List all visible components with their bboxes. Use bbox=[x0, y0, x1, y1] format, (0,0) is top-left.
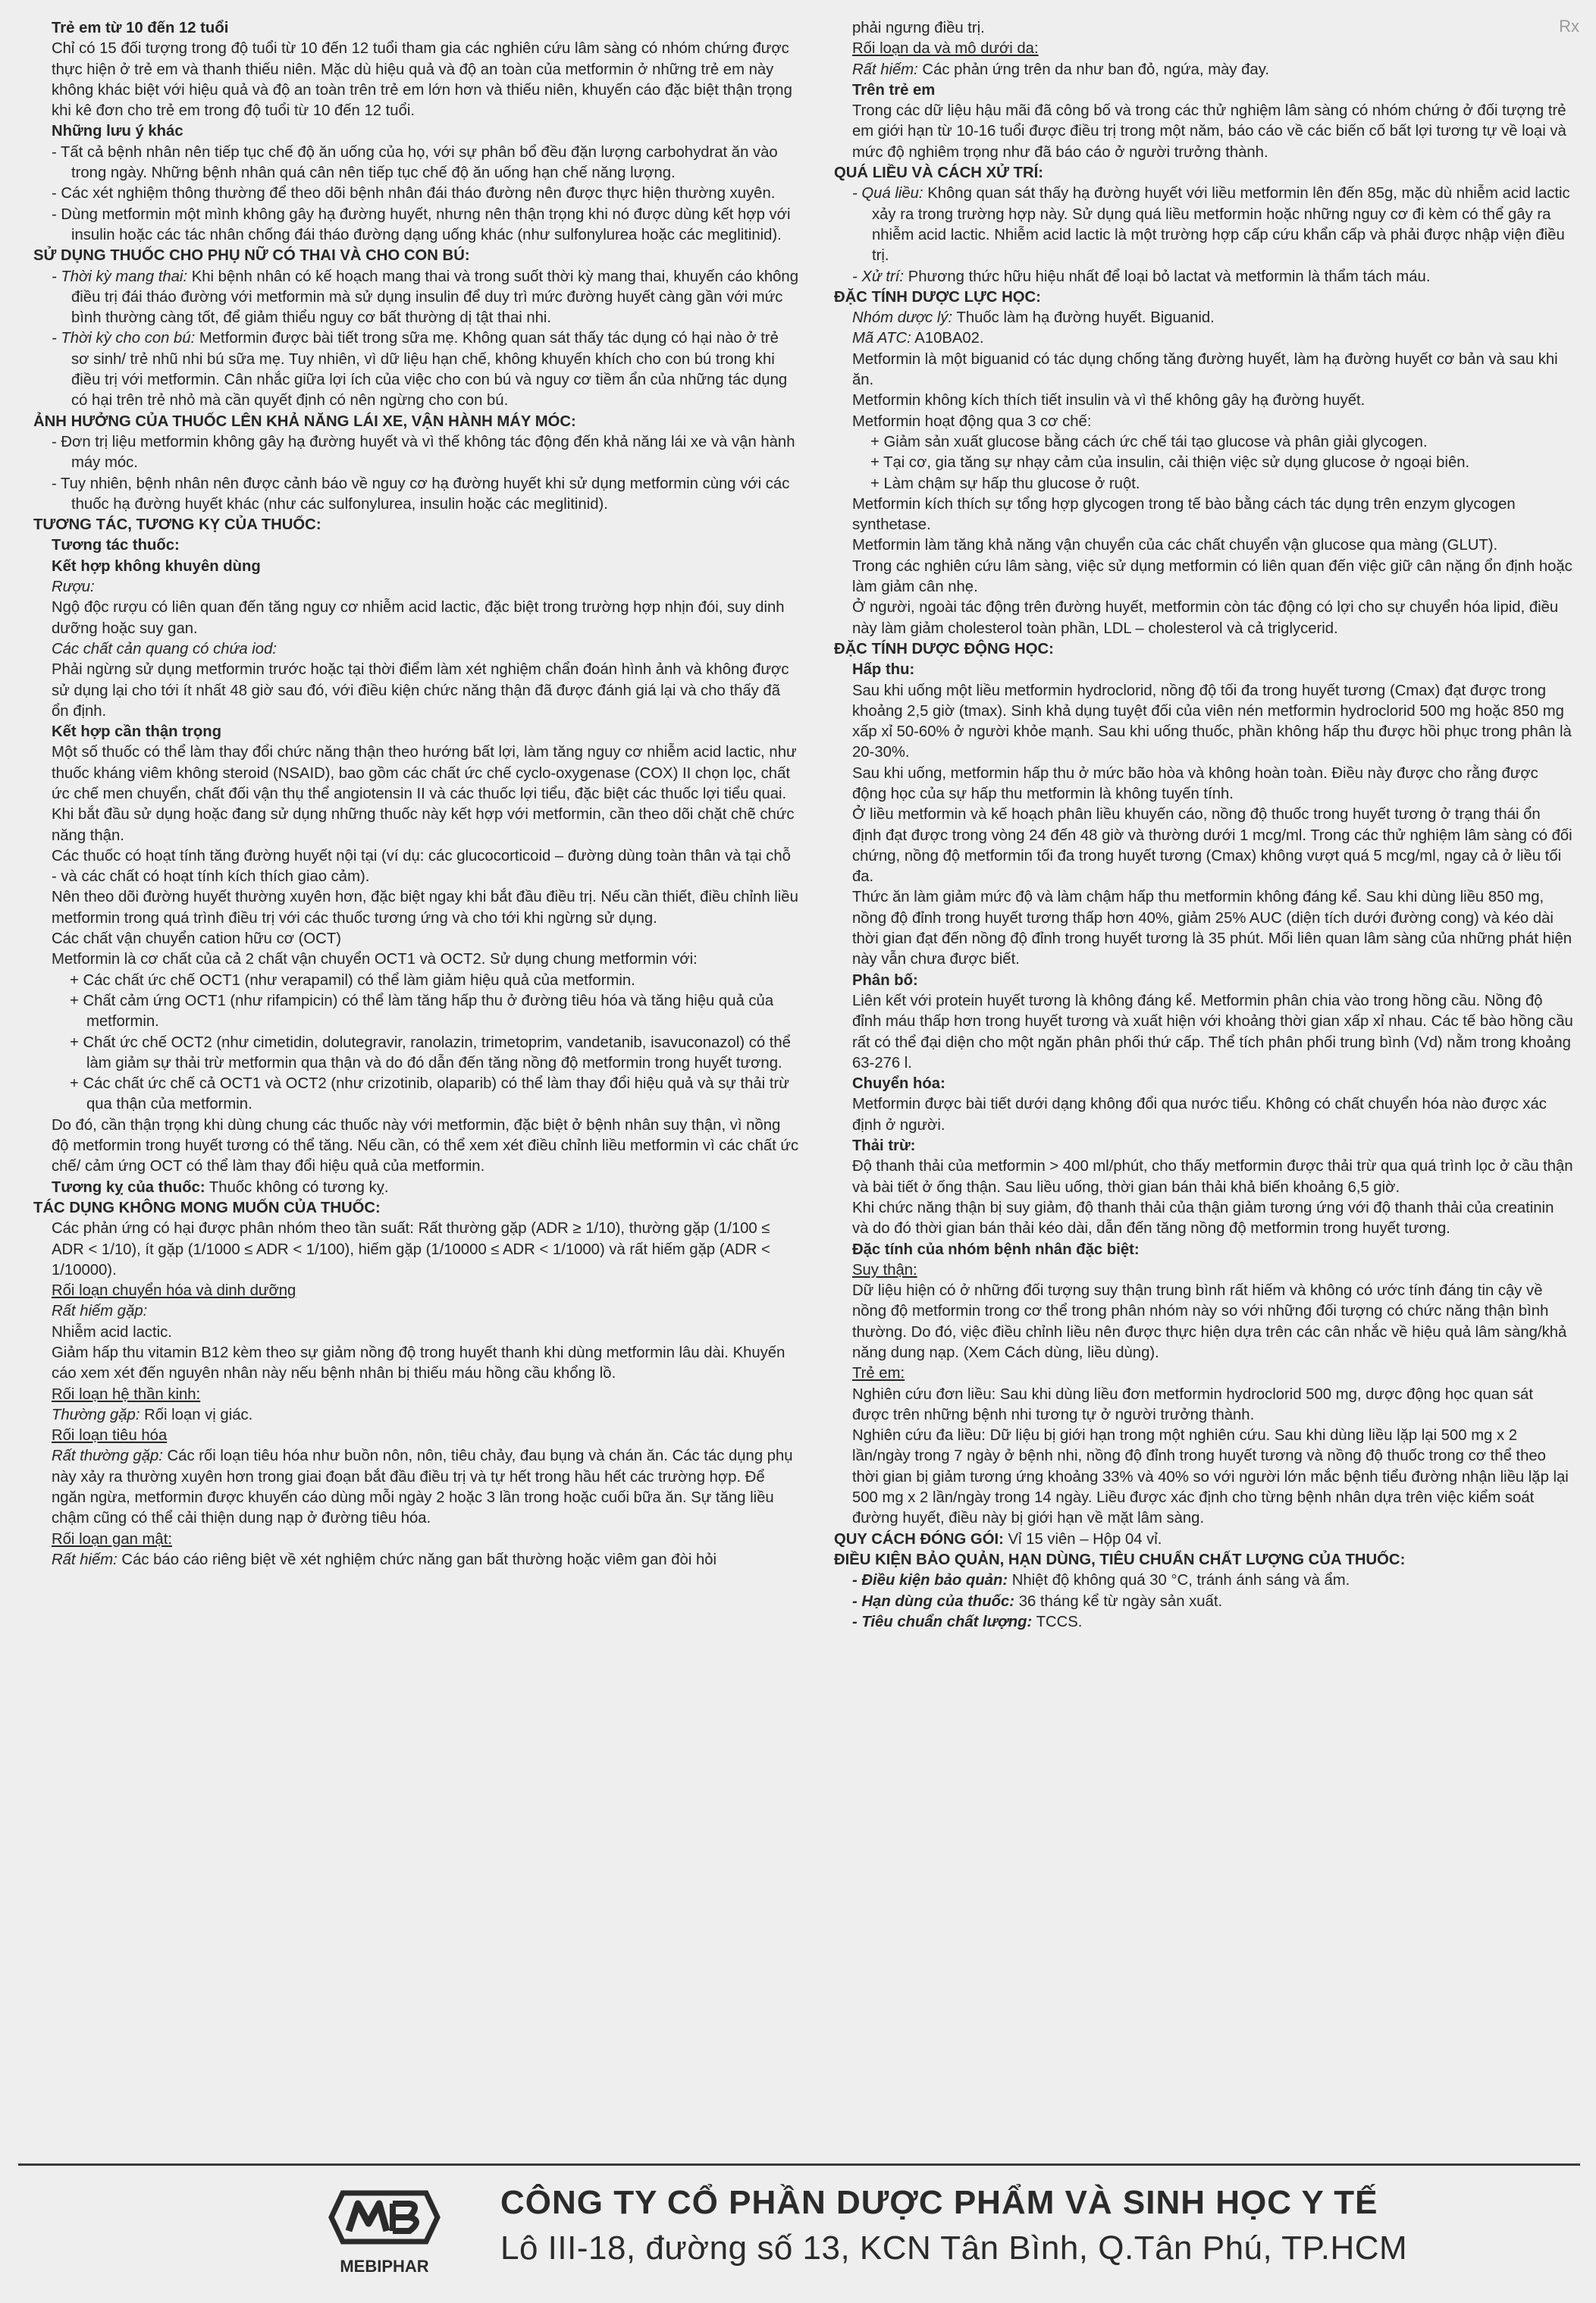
paragraph-text: Metformin là cơ chất của cả 2 chất vận chuyển OCT1 và OCT2. Sử dụng chung metformin với: bbox=[52, 951, 698, 968]
paragraph bbox=[834, 764, 1573, 805]
paragraph-text: Nhiệt độ không quá 30 °C, tránh ánh sáng và ẩm. bbox=[1008, 1572, 1350, 1589]
paragraph bbox=[33, 184, 799, 204]
paragraph-text: Đặc tính của nhóm bệnh nhân đặc biệt: bbox=[852, 1241, 1140, 1258]
paragraph bbox=[33, 991, 799, 1033]
paragraph bbox=[834, 432, 1573, 453]
paragraph bbox=[33, 1385, 799, 1405]
paragraph-text: Chỉ có 15 đối tượng trong độ tuổi từ 10 đến 12 tuổi tham gia các nghiên cứu lâm sàng có nhóm chứng được thực hiện ở trẻ em và thanh thiếu niên. Mặc dù hiệu quả và độ an toàn của metformin ở những trẻ em này không khác biệt với hiệu quả và độ an toàn trên trẻ em lớn hơn và thiếu niên, khuyến cáo đặc biệt thận trọng khi kê đơn cho trẻ em trong độ tuổi từ 10 đến 12 tuổi. bbox=[52, 40, 792, 120]
paragraph-lead: Rất thường gặp: bbox=[52, 1448, 163, 1465]
paragraph-text: - Các xét nghiệm thông thường để theo dõi bệnh nhân đái tháo đường nên được thực hiện thường xuyên. bbox=[52, 185, 776, 202]
paragraph-text: Trong các nghiên cứu lâm sàng, việc sử dụng metformin có liên quan đến việc giữ cân nặng ổn định hoặc làm giảm cân nhẹ. bbox=[852, 557, 1572, 596]
paragraph bbox=[33, 742, 799, 846]
paragraph-text: Khi chức năng thận bị suy giảm, độ thanh thải của thận giảm tương ứng với độ thanh thải của creatinin và do đó thời gian bán thải kéo dài, dẫn đến tăng nồng độ metformin trong huyết tương. bbox=[852, 1199, 1554, 1238]
paragraph bbox=[33, 143, 799, 184]
section-heading bbox=[33, 515, 799, 535]
paragraph-text: Thuốc làm hạ đường huyết. Biguanid. bbox=[952, 309, 1215, 327]
paragraph bbox=[834, 391, 1573, 411]
company-name: CÔNG TY CỔ PHẦN DƯỢC PHẨM VÀ SINH HỌC Y TẾ bbox=[500, 2184, 1378, 2221]
paragraph bbox=[834, 1260, 1573, 1281]
paragraph-text: Rối loạn chuyển hóa và dinh dưỡng bbox=[52, 1282, 296, 1300]
section-heading bbox=[834, 639, 1573, 660]
subheading bbox=[33, 18, 799, 39]
paragraph bbox=[33, 1219, 799, 1281]
mebiphar-logo bbox=[328, 2187, 441, 2278]
paragraph bbox=[834, 1156, 1573, 1198]
paragraph-lead: - Thời kỳ mang thai: bbox=[52, 268, 188, 285]
paragraph-lead: Mã ATC: bbox=[852, 330, 911, 347]
paragraph-text: - Tuy nhiên, bệnh nhân nên được cảnh báo về nguy cơ hạ đường huyết khi sử dụng metformin cùng với các thuốc hạ đường huyết khác (như các sulfonylurea, insulin hoặc các meglitinid). bbox=[52, 475, 790, 513]
paragraph-text: Các rối loạn tiêu hóa như buồn nôn, nôn, tiêu chảy, đau bụng và chán ăn. Các tác dụng phụ này xảy ra thường xuyên hơn trong giai đoạn bắt đầu điều trị và tự hết trong hầu hết các trường hợp. Để ngăn ngừa, metformin được khuyến cáo dùng mỗi ngày 2 hoặc 3 lần trong hoặc cuối bữa ăn. Sự tăng liều chậm cũng có thể cải thiện dung nạp ở đường tiêu hóa. bbox=[52, 1448, 793, 1527]
subheading bbox=[834, 1074, 1573, 1094]
paragraph-text: Nên theo dõi đường huyết thường xuyên hơn, đặc biệt ngay khi bắt đầu điều trị. Nếu cần thiết, điều chỉnh liều metformin trong quá trình điều trị với các thuốc tương ứng và cho tới khi ngừng sử dụng. bbox=[52, 889, 798, 927]
paragraph bbox=[834, 805, 1573, 887]
subheading bbox=[834, 1240, 1573, 1260]
paragraph-text: Rối loạn gan mật: bbox=[52, 1530, 172, 1548]
paragraph-text: Rối loạn tiêu hóa bbox=[52, 1427, 168, 1445]
paragraph bbox=[33, 1426, 799, 1446]
paragraph-text: + Các chất ức chế OCT1 (như verapamil) có thể làm giảm hiệu quả của metformin. bbox=[70, 971, 635, 989]
paragraph-text: - Đơn trị liệu metformin không gây hạ đường huyết và vì thế không tác động đến khả năng lái xe và vận hành máy móc. bbox=[52, 433, 795, 472]
paragraph-text: ĐIỀU KIỆN BẢO QUẢN, HẠN DÙNG, TIÊU CHUẨN CHẤT LƯỢNG CỦA THUỐC: bbox=[834, 1551, 1406, 1568]
subheading bbox=[834, 971, 1573, 991]
paragraph-lead: Rất hiếm: bbox=[852, 61, 918, 78]
paragraph-text: Không quan sát thấy hạ đường huyết với liều metformin lên đến 85g, mặc dù nhiễm acid lactic xảy ra trong trường hợp này. Sử dụng quá liều metformin hoặc những nguy cơ đi kèm có thể gây ra nhiễm acid lactic. Nhiễm acid lactic là một trường hợp cấp cứu khẩn cấp và phải được nhập viện điều trị. bbox=[872, 185, 1570, 265]
paragraph bbox=[834, 267, 1573, 287]
paragraph bbox=[33, 267, 799, 329]
paragraph-text: + Chất cảm ứng OCT1 (như rifampicin) có thể làm tăng hấp thu ở đường tiêu hóa và tăng hiệu quả của metformin. bbox=[70, 992, 774, 1031]
paragraph-text: Hấp thu: bbox=[852, 661, 915, 679]
paragraph bbox=[834, 474, 1573, 494]
paragraph-text: Vỉ 15 viên – Hộp 04 vỉ. bbox=[1003, 1530, 1162, 1548]
paragraph bbox=[834, 308, 1573, 328]
paragraph-text: Những lưu ý khác bbox=[52, 123, 183, 140]
paragraph bbox=[834, 453, 1573, 473]
section-heading bbox=[33, 246, 799, 266]
paragraph-text: Kết hợp không khuyên dùng bbox=[52, 557, 261, 575]
paragraph-lead: - Quá liều: bbox=[852, 185, 923, 202]
paragraph-lead: - Xử trí: bbox=[852, 268, 905, 285]
paragraph bbox=[33, 971, 799, 991]
paragraph-text: Metformin kích thích sự tổng hợp glycogen trong tế bào bằng cách tác dụng trên enzym glycogen synthetase. bbox=[852, 495, 1516, 534]
paragraph-text: Rất hiếm gặp: bbox=[52, 1303, 148, 1320]
paragraph bbox=[834, 101, 1573, 163]
section-heading bbox=[834, 1530, 1573, 1550]
paragraph-text: Các phản ứng trên da như ban đỏ, ngứa, mày đay. bbox=[917, 61, 1269, 78]
paragraph-text: ĐẶC TÍNH DƯỢC LỰC HỌC: bbox=[834, 288, 1041, 306]
section-heading bbox=[33, 1198, 799, 1219]
paragraph-text: Rối loạn hệ thần kinh: bbox=[52, 1385, 201, 1403]
paragraph bbox=[33, 1343, 799, 1385]
paragraph-text: A10BA02. bbox=[911, 330, 984, 347]
paragraph-text: Các thuốc có hoạt tính tăng đường huyết nội tại (ví dụ: các glucocorticoid – đường dùng toàn thân và tại chỗ - và các chất có hoạt tính kích thích giao cảm). bbox=[52, 847, 791, 886]
paragraph bbox=[834, 18, 1573, 39]
paragraph-text: Metformin được bài tiết trong sữa mẹ. Không quan sát thấy tác dụng có hại nào ở trẻ sơ sinh/ trẻ nhũ nhi bú sữa mẹ. Tuy nhiên, vì dữ liệu hạn chế, không khuyến khích cho con bú trong khi điều trị với metformin. Cân nhắc giữa lợi ích của việc cho con bú và nguy cơ tiềm ẩn của những tác dụng có hại trên trẻ nhỏ mà cần quyết định có nên ngừng cho con bú. bbox=[71, 330, 788, 409]
paragraph bbox=[33, 1281, 799, 1301]
paragraph-text: TÁC DỤNG KHÔNG MONG MUỐN CỦA THUỐC: bbox=[33, 1199, 381, 1216]
paragraph bbox=[834, 557, 1573, 598]
paragraph-lead: Thường gặp: bbox=[52, 1406, 140, 1423]
paragraph-text: Độ thanh thải của metformin > 400 ml/phút, cho thấy metformin được thải trừ qua quá trình lọc ở cầu thận và bài tiết ở ống thận. Sau liều uống, thời gian bán thải khả biến khoảng 6,5 giờ. bbox=[852, 1158, 1573, 1196]
paragraph bbox=[33, 887, 799, 929]
paragraph-text: Trẻ em từ 10 đến 12 tuổi bbox=[52, 20, 229, 36]
paragraph bbox=[834, 1612, 1573, 1633]
paragraph-text: Các báo cáo riêng biệt về xét nghiệm chức năng gan bất thường hoặc viêm gan đòi hỏi bbox=[117, 1551, 717, 1568]
paragraph-text: Phải ngừng sử dụng metformin trước hoặc tại thời điểm làm xét nghiệm chẩn đoán hình ảnh và không được sử dụng lại cho tới ít nhất 48 giờ sau đó, với điều kiện chức năng thận đã được đánh giá lại và cho thấy đã ổn định. bbox=[52, 661, 789, 720]
paragraph-text: Sau khi uống, metformin hấp thu ở mức bão hòa và không hoàn toàn. Điều này được cho rằng được động học của sự hấp thu metformin là không tuyến tính. bbox=[852, 764, 1538, 802]
paragraph-text: SỬ DỤNG THUỐC CHO PHỤ NỮ CÓ THAI VÀ CHO CON BÚ: bbox=[33, 247, 470, 265]
paragraph bbox=[33, 1446, 799, 1529]
paragraph bbox=[834, 1198, 1573, 1240]
paragraph bbox=[834, 991, 1573, 1074]
paragraph-text: Thuốc không có tương kỵ. bbox=[205, 1178, 389, 1196]
paragraph-text: Ngộ độc rượu có liên quan đến tăng nguy cơ nhiễm acid lactic, đặc biệt trong trường hợp nhịn đói, suy dinh dưỡng hoặc suy gan. bbox=[52, 599, 785, 637]
paragraph-text: - Dùng metformin một mình không gây hạ đường huyết, nhưng nên thận trọng khi nó được dùng kết hợp với insulin hoặc các tác nhân chống đái tháo đường dạng uống khác (như sulfonylurea hoặc các meglitinid). bbox=[52, 206, 791, 243]
paragraph bbox=[834, 535, 1573, 556]
paragraph-lead: - Tiêu chuẩn chất lượng: bbox=[852, 1613, 1033, 1630]
paragraph-text: Ở liều metformin và kế hoạch phân liều khuyến cáo, nồng độ thuốc trong huyết tương ở trạng thái ổn định đạt được trong vòng 24 đến 48 giờ và thường dưới 1 mcg/ml. Trong các thử nghiệm lâm sàng có đối chứng, nồng độ metformin tối đa trong huyết tương (Cmax) không vượt quá 5 mcg/ml, ngay cả ở liều tối đa. bbox=[852, 806, 1572, 886]
paragraph bbox=[33, 1115, 799, 1178]
paragraph-text: Metformin không kích thích tiết insulin và vì thế không gây hạ đường huyết. bbox=[852, 392, 1366, 409]
paragraph bbox=[33, 328, 799, 411]
paragraph-lead: - Điều kiện bảo quản: bbox=[852, 1572, 1008, 1589]
paragraph-text: Do đó, cần thận trọng khi dùng chung các thuốc này với metformin, đặc biệt ở bệnh nhân suy thận, vì nồng độ metformin trong huyết tương có thể tăng. Nếu cần, có thể xem xét điều chỉnh liều metformin vì các chất ức chế/ cảm ứng OCT có thể làm thay đổi hiệu quả của metformin. bbox=[52, 1116, 799, 1175]
paragraph-lead: Rất hiếm: bbox=[52, 1551, 118, 1568]
paragraph bbox=[33, 1301, 799, 1322]
paragraph-text: phải ngưng điều trị. bbox=[852, 20, 985, 36]
paragraph bbox=[33, 39, 799, 121]
paragraph bbox=[33, 929, 799, 949]
paragraph-text: ĐẶC TÍNH DƯỢC ĐỘNG HỌC: bbox=[834, 640, 1054, 657]
paragraph-text: Các phản ứng có hại được phân nhóm theo tần suất: Rất thường gặp (ADR ≥ 1/10), thường gặp (1/100 ≤ ADR < 1/10), ít gặp (1/1000 ≤ ADR < 1/100), hiếm gặp (1/10000 ≤ ADR < 1/1000) và rất hiếm gặp (ADR < 1/10000). bbox=[52, 1220, 770, 1279]
paragraph-text: Rối loạn vị giác. bbox=[140, 1406, 253, 1423]
paragraph-text: Nghiên cứu đa liều: Dữ liệu bị giới hạn trong một nghiên cứu. Sau khi dùng liều lặp lại 500 mg x 2 lần/ngày trong 7 ngày ở bệnh nhi, nồng độ đỉnh trong huyết tương và nồng độ thuốc trong cơ thể theo thời gian bị giảm tương ứng khoảng 33% và 40% so với người lớn mắc bệnh tiểu đường nhận liều lặp lại 500 mg x 2 lần/ngày trong 14 ngày. Liều được xác định cho từng bệnh nhân dựa trên việc kiểm soát đường huyết, điều này bị giới hạn về mặt lâm sàng. bbox=[852, 1427, 1569, 1527]
paragraph bbox=[834, 328, 1573, 349]
logo-wordmark: MEBIPHAR bbox=[340, 2257, 429, 2276]
paragraph bbox=[834, 1426, 1573, 1529]
paragraph-text: + Làm chậm sự hấp thu glucose ở ruột. bbox=[870, 475, 1140, 492]
paragraph bbox=[33, 432, 799, 474]
section-heading bbox=[834, 1550, 1573, 1570]
section-heading bbox=[834, 163, 1573, 184]
paragraph-text: + Tại cơ, gia tăng sự nhạy cảm của insulin, cải thiện việc sử dụng glucose ở ngoại biên. bbox=[870, 454, 1470, 472]
paragraph bbox=[834, 1363, 1573, 1384]
paragraph bbox=[834, 494, 1573, 536]
paragraph-text: Rượu: bbox=[52, 579, 95, 596]
paragraph-text: Phương thức hữu hiệu nhất để loại bỏ lactat và metformin là thẩm tách máu. bbox=[904, 268, 1431, 285]
paragraph bbox=[33, 1405, 799, 1426]
paragraph bbox=[33, 949, 799, 970]
subheading bbox=[33, 722, 799, 742]
paragraph bbox=[834, 1385, 1573, 1426]
paragraph-lead: Nhóm dược lý: bbox=[852, 309, 953, 327]
paragraph-text: Nhiễm acid lactic. bbox=[52, 1323, 172, 1341]
paragraph-text: Liên kết với protein huyết tương là không đáng kể. Metformin phân chia vào trong hồng cầu. Nồng độ đỉnh máu thấp hơn trong huyết tương và xuất hiện với khoảng thời gian xấp xỉ nhau. Các tế bào hồng cầu rất có thể đại diện cho một ngăn phân phối thứ cấp. Thể tích phân phối trung bình (Vd) nằm trong khoảng 63-276 l. bbox=[852, 992, 1573, 1071]
paragraph bbox=[834, 1094, 1573, 1136]
paragraph-text: Kết hợp cần thận trọng bbox=[52, 723, 221, 741]
subheading bbox=[834, 660, 1573, 680]
paragraph-text: Nghiên cứu đơn liều: Sau khi dùng liều đơn metformin hydroclorid 500 mg, dược động học quan sát được trên những bệnh nhi tương tự ở người trưởng thành. bbox=[852, 1385, 1533, 1423]
paragraph bbox=[33, 660, 799, 722]
rx-mark: Rx bbox=[1559, 17, 1579, 36]
paragraph-text: Trong các dữ liệu hậu mãi đã công bố và trong các thử nghiệm lâm sàng có nhóm chứng ở đối tượng trẻ em giới hạn từ 10-16 tuổi được điều trị trong một năm, báo cáo về các biến cố bất lợi tương tự về loại và mức độ nghiêm trọng như đã báo cáo ở người trưởng thành. bbox=[852, 102, 1566, 161]
paragraph bbox=[33, 1550, 799, 1570]
paragraph bbox=[33, 1033, 799, 1075]
paragraph bbox=[834, 887, 1573, 970]
paragraph-text: + Chất ức chế OCT2 (như cimetidin, dolutegravir, ranolazin, trimetoprim, vandetanib, isavuconazol) có thể làm giảm sự thải trừ metformin qua thận và do đó dẫn đến tăng nồng độ metformin trong huyết tương. bbox=[70, 1034, 791, 1071]
paragraph-text: QUÁ LIỀU VÀ CÁCH XỬ TRÍ: bbox=[834, 165, 1043, 182]
paragraph bbox=[834, 1281, 1573, 1363]
paragraph bbox=[33, 1074, 799, 1115]
paragraph bbox=[33, 1178, 799, 1198]
paragraph-text: Metformin làm tăng khả năng vận chuyển của các chất chuyển vận glucose qua màng (GLUT). bbox=[852, 537, 1498, 554]
paragraph bbox=[33, 1322, 799, 1343]
paragraph-text: Giảm hấp thu vitamin B12 kèm theo sự giảm nồng độ trong huyết thanh khi dùng metformin lâu dài. Khuyến cáo xem xét đến nguyên nhân này nếu bệnh nhân bị thiếu máu hồng cầu khổng lồ. bbox=[52, 1344, 785, 1382]
paragraph-text: TƯƠNG TÁC, TƯƠNG KỴ CỦA THUỐC: bbox=[33, 516, 321, 534]
paragraph-text: Metformin hoạt động qua 3 cơ chế: bbox=[852, 413, 1092, 430]
paragraph-text: Trên trẻ em bbox=[852, 81, 936, 99]
company-address: Lô III-18, đường số 13, KCN Tân Bình, Q.Tân Phú, TP.HCM bbox=[500, 2229, 1408, 2267]
paragraph-text: Phân bố: bbox=[852, 971, 918, 989]
left-column bbox=[33, 18, 799, 1570]
paragraph bbox=[834, 412, 1573, 432]
paragraph-text: + Giảm sản xuất glucose bằng cách ức chế tái tạo glucose và phân giải glycogen. bbox=[870, 433, 1428, 450]
paragraph-text: Dữ liệu hiện có ở những đối tượng suy thận trung bình rất hiếm và không có ước tính đáng tin cậy về nồng độ metformin trong cơ thể trong phân nhóm này so với những đối tượng có chức năng thận bình thường. Do đó, việc điều chỉnh liều nên được thực hiện dựa trên các cân nhắc về hiệu quả lâm sàng/khả năng dung nạp. (Xem Cách dùng, liều dùng). bbox=[852, 1282, 1567, 1361]
paragraph-text: Thức ăn làm giảm mức độ và làm chậm hấp thu metformin không đáng kể. Sau khi dùng liều 850 mg, nồng độ đỉnh trong huyết tương thấp hơn 40%, giảm 25% AUC (diện tích dưới đường cong) và kéo dài thời gian đạt đến nồng độ đỉnh trong huyết tương là 35 phút. Mối liên quan lâm sàng của những phát hiện này vẫn chưa được biết. bbox=[852, 889, 1572, 968]
paragraph-lead: - Thời kỳ cho con bú: bbox=[52, 330, 196, 347]
paragraph-text: Tương tác thuốc: bbox=[52, 537, 180, 554]
paragraph bbox=[33, 598, 799, 639]
paragraph bbox=[33, 474, 799, 516]
paragraph-lead: Tương kỵ của thuốc: bbox=[52, 1178, 205, 1196]
paragraph-lead: - Hạn dùng của thuốc: bbox=[852, 1592, 1015, 1610]
paragraph bbox=[33, 205, 799, 246]
paragraph-text: Suy thận: bbox=[852, 1261, 917, 1279]
paragraph-text: Sau khi uống một liều metformin hydroclorid, nồng độ tối đa trong huyết tương (Cmax) đạt được trong khoảng 2,5 giờ (tmax). Sinh khả dụng tuyệt đối của viên nén metformin hydroclorid 500 mg hoặc 850 mg xấp xỉ 50-60% ở người khỏe mạnh. Sau khi uống thuốc, phần không hấp thu được hồi phục trong phân là 20-30%. bbox=[852, 682, 1572, 761]
paragraph bbox=[834, 681, 1573, 764]
paragraph bbox=[834, 1592, 1573, 1612]
subheading bbox=[33, 121, 799, 142]
subheading bbox=[834, 1136, 1573, 1156]
paragraph-text: Rối loạn da và mô dưới da: bbox=[852, 40, 1039, 58]
paragraph bbox=[834, 598, 1573, 639]
paragraph-text: Một số thuốc có thể làm thay đổi chức năng thận theo hướng bất lợi, làm tăng nguy cơ nhiễm acid lactic, như thuốc kháng viêm không steroid (NSAID), bao gồm các chất ức chế cyclo-oxygenase (COX) II chọn lọc, chất ức chế men chuyển, chất đối vận thụ thể angiotensin II và các thuốc lợi tiểu, đặc biệt các thuốc lợi tiểu quai. Khi bắt đầu sử dụng hoặc đang sử dụng những thuốc này kết hợp với metformin, cần theo dõi chặt chẽ chức năng thận. bbox=[52, 744, 797, 844]
paragraph-text: Trẻ em: bbox=[852, 1365, 905, 1382]
paragraph-text: - Tất cả bệnh nhân nên tiếp tục chế độ ăn uống của họ, với sự phân bổ đều đặn lượng carbohydrat ăn vào trong ngày. Những bệnh nhân quá cân nên tiếp tục chế độ ăn uống hạn chế năng lượng. bbox=[52, 143, 778, 182]
paragraph-text: Chuyển hóa: bbox=[852, 1075, 945, 1093]
paragraph-text: + Các chất ức chế cả OCT1 và OCT2 (như crizotinib, olaparib) có thể làm thay đổi hiệu quả và sự thải trừ qua thận của metformin. bbox=[70, 1075, 789, 1113]
paragraph bbox=[834, 1570, 1573, 1591]
paragraph-text: Metformin được bài tiết dưới dạng không đổi qua nước tiểu. Không có chất chuyển hóa nào được xác định ở người. bbox=[852, 1096, 1547, 1134]
paragraph bbox=[834, 39, 1573, 59]
paragraph bbox=[33, 846, 799, 888]
paragraph bbox=[33, 1530, 799, 1550]
paragraph bbox=[834, 60, 1573, 80]
paragraph bbox=[33, 639, 799, 660]
subheading bbox=[33, 557, 799, 577]
paragraph-text: Các chất vận chuyển cation hữu cơ (OCT) bbox=[52, 930, 341, 948]
paragraph-text: TCCS. bbox=[1032, 1613, 1083, 1630]
paragraph-lead: QUY CÁCH ĐÓNG GÓI: bbox=[834, 1530, 1004, 1548]
right-column bbox=[834, 18, 1573, 1633]
paragraph-text: Ở người, ngoài tác động trên đường huyết, metformin còn tác động có lợi cho sự chuyển hóa lipid, điều này làm giảm cholesterol toàn phần, LDL – cholesterol và cả triglycerid. bbox=[852, 599, 1559, 637]
section-heading bbox=[834, 287, 1573, 308]
paragraph bbox=[834, 350, 1573, 391]
subheading bbox=[33, 535, 799, 556]
subheading bbox=[834, 80, 1573, 101]
paragraph-text: Các chất cản quang có chứa iod: bbox=[52, 640, 277, 657]
paragraph bbox=[33, 577, 799, 598]
paragraph-text: Khi bệnh nhân có kế hoạch mang thai và trong suốt thời kỳ mang thai, khuyến cáo không điều trị đái tháo đường với metformin mà sử dụng insulin để duy trì mức đường huyết càng gần với mức bình thường càng tốt, để giảm thiểu nguy cơ bất thường dị tật thai nhi. bbox=[71, 268, 798, 327]
footer-divider bbox=[18, 2163, 1580, 2166]
section-heading bbox=[33, 412, 799, 432]
paragraph-text: 36 tháng kể từ ngày sản xuất. bbox=[1014, 1592, 1223, 1610]
paragraph-text: Thải trừ: bbox=[852, 1137, 916, 1155]
paragraph bbox=[834, 184, 1573, 266]
paragraph-text: ẢNH HƯỞNG CỦA THUỐC LÊN KHẢ NĂNG LÁI XE, VẬN HÀNH MÁY MÓC: bbox=[33, 413, 576, 430]
paragraph-text: Metformin là một biguanid có tác dụng chống tăng đường huyết, làm hạ đường huyết cơ bản và sau khi ăn. bbox=[852, 350, 1558, 389]
